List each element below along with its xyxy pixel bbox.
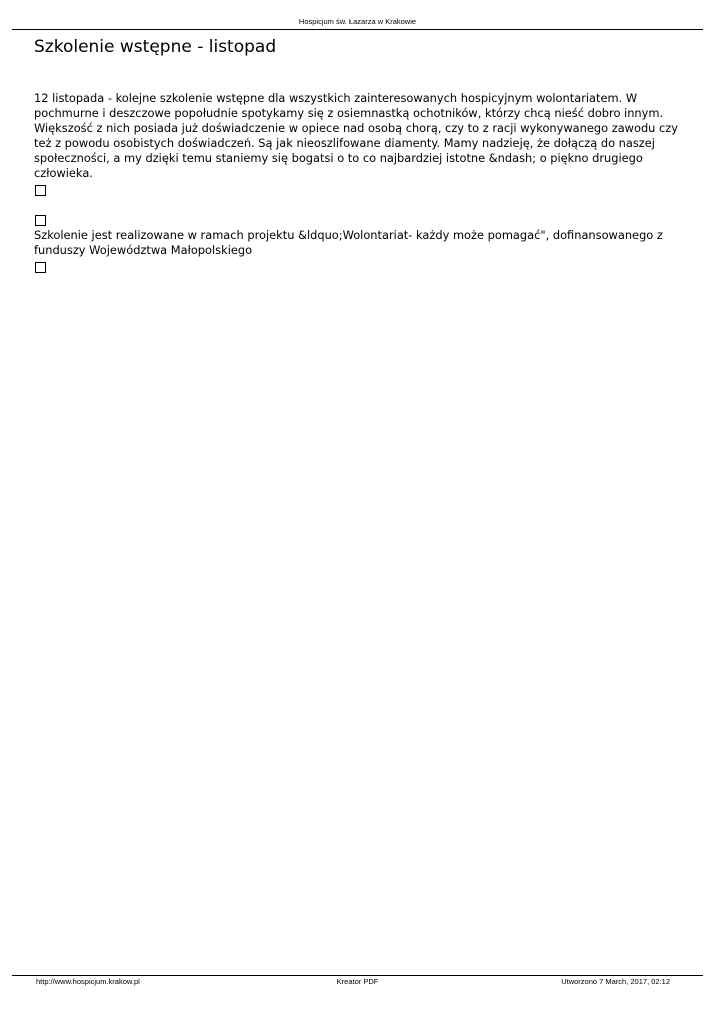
footer-generator: Kreator PDF — [336, 977, 379, 986]
footer-url: http://www.hospicjum.krakow.pl — [36, 977, 140, 986]
footer-created-date: Utworzono 7 March, 2017, 02:12 — [561, 977, 670, 986]
page-footer — [12, 975, 703, 988]
page-header — [12, 14, 703, 30]
article-body — [34, 91, 694, 275]
article-paragraph-1: 12 listopada - kolejne szkolenie wstępne dla wszystkich zainteresowanych hospicyjnym wolontariatem. W pochmurne i deszczowe popołudnie spotykamy się z osiemnastką ochotników, którzy chcą nieść dobro innym. Większość z nich posiada już doświadczenie w opiece nad osobą chorą, czy to z racji wykonywanego zawodu czy też z powodu osobistych doświadczeń. Są jak nieoszlifowane diamenty. Mamy nadzieję, że dołączą do naszej społeczności, a my dzięki temu staniemy się bogatsi o to co najbardziej istotne &ndash; o piękno drugiego człowieka. — [34, 91, 679, 180]
missing-glyph-box-icon — [35, 215, 46, 226]
missing-glyph-box-icon — [35, 185, 46, 196]
site-name: Hospicjum św. Łazarza w Krakowie — [298, 17, 417, 26]
article-paragraph-2: Szkolenie jest realizowane w ramach projektu &ldquo;Wolontariat- każdy może pomagać", dofinansowanego z funduszy Województwa Małopolskiego — [34, 228, 663, 257]
missing-glyph-box-icon — [35, 262, 46, 273]
spacer — [34, 198, 694, 211]
page-title: Szkolenie wstępne - listopad — [34, 37, 277, 57]
